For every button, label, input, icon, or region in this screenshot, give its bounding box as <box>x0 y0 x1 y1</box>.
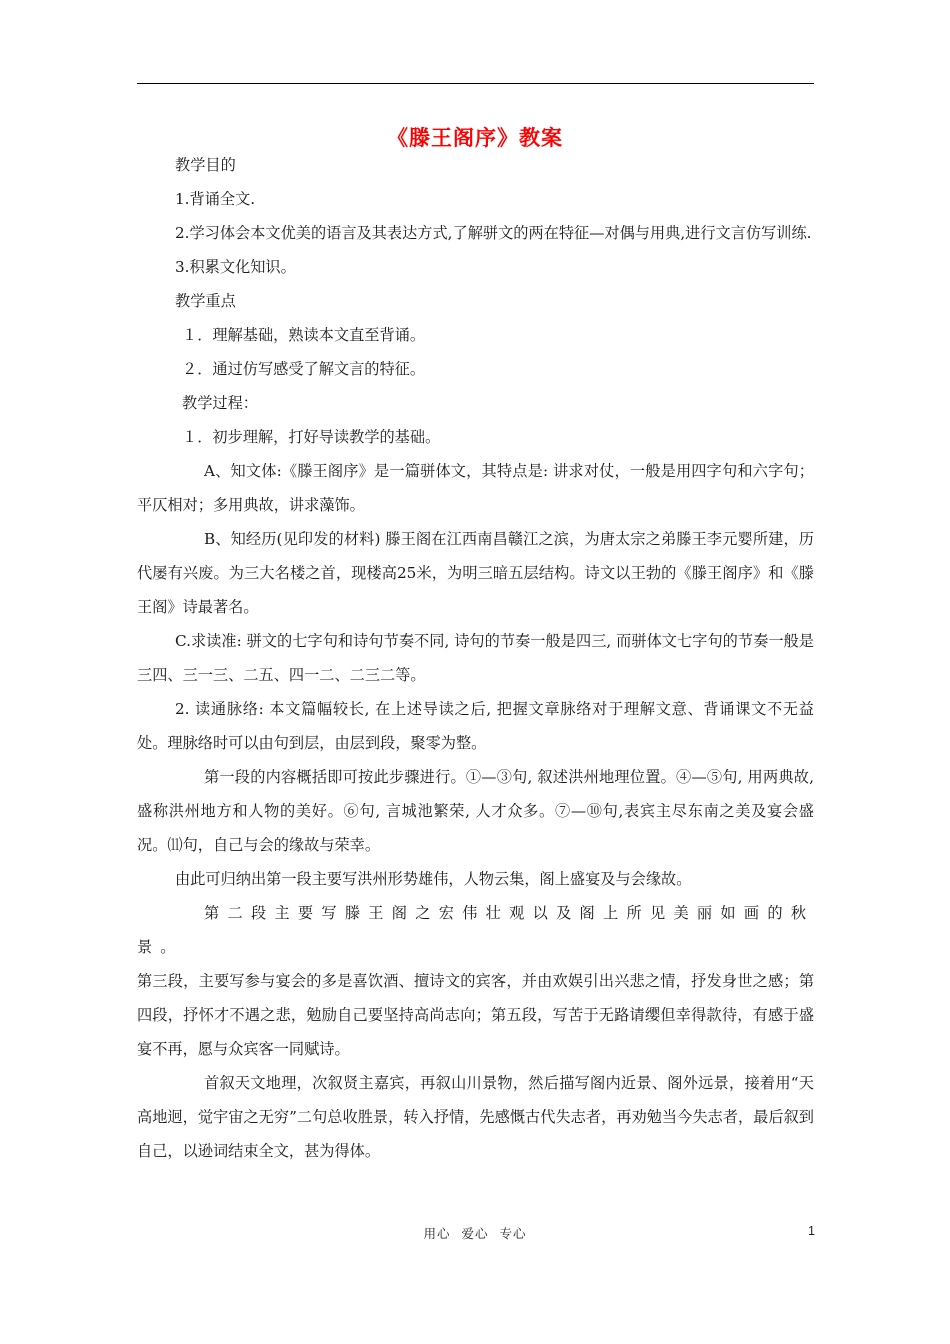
section-heading-key-points: 教学重点 <box>175 292 236 310</box>
key-point-2: ２．通过仿写感受了解文言的特征。 <box>182 360 425 378</box>
objective-1: 1.背诵全文. <box>175 190 256 208</box>
objective-3: 3.积累文化知识。 <box>175 258 296 276</box>
paragraph-first-summary: 由此可归纳出第一段主要写洪州形势雄伟，人物云集，阁上盛宴及与会缘故。 <box>175 870 692 888</box>
paragraph-first-section: 第一段的内容概括即可按此步骤进行。①—③句, 叙述洪州地理位置。④—⑤句, 用两典故, 盛称洪州地方和人物的美好。⑥句, 言城池繁荣, 人才众多。⑦—⑩句,表宾主尽东南之美及宴会盛况。⑾句，自己与会的缘故与荣幸。 <box>137 768 814 854</box>
key-point-1: １．理解基础，熟读本文直至背诵。 <box>182 326 425 344</box>
document-body <box>137 148 814 1168</box>
section-heading-objectives: 教学目的 <box>175 156 236 174</box>
process-step-1: １．初步理解，打好导读教学的基础。 <box>182 428 441 446</box>
objective-2: 2.学习体会本文优美的语言及其表达方式,了解骈文的两在特征—对偶与用典,进行文言仿写训练. <box>175 224 812 242</box>
paragraph-genre: A、知文体:《滕王阁序》是一篇骈体文，其特点是: 讲求对仗，一般是用四字句和六字句；平仄相对；多用典故，讲求藻饰。 <box>137 462 814 514</box>
paragraph-second-section: 第二段主要写滕王阁之宏伟壮观以及阁上所见美丽如画的秋景。 <box>137 904 814 956</box>
page-number: 1 <box>808 1224 815 1238</box>
header-rule <box>137 83 814 84</box>
section-heading-process: 教学过程： <box>182 394 258 412</box>
paragraph-rhythm: C.求读准: 骈文的七字句和诗句节奏不同, 诗句的节奏一般是四三, 而骈体文七字句的节奏一般是三四、三一三、二五、四一二、二三二等。 <box>137 632 814 684</box>
paragraph-structure: 2. 读通脉络: 本文篇幅较长, 在上述导读之后, 把握文章脉络对于理解文意、背诵课文不无益处。理脉络时可以由句到层，由层到段，聚零为整。 <box>137 700 814 752</box>
paragraph-overall: 首叙天文地理，次叙贤主嘉宾，再叙山川景物，然后描写阁内近景、阁外远景，接着用“天高地迥，觉宇宙之无穷”二句总收胜景，转入抒情，先感慨古代失志者，再劝勉当今失志者，最后叙到自己，以逊词结束全文，甚为得体。 <box>137 1074 814 1160</box>
document-title: 《滕王阁序》教案 <box>387 125 563 150</box>
paragraph-history: B、知经历(见印发的材料) 滕王阁在江西南昌赣江之滨，为唐太宗之弟滕王李元婴所建，历代屡有兴废。为三大名楼之首，现楼高25米，为明三暗五层结构。诗文以王勃的《滕王阁序》和《滕王阁》诗最著名。 <box>137 530 814 616</box>
paragraph-third-to-fifth: 第三段，主要写参与宴会的多是喜饮酒、擅诗文的宾客，并由欢娱引出兴悲之情，抒发身世之感；第四段，抒怀才不遇之悲，勉励自己要坚持高尚志向；第五段，写苦于无路请缨但幸得款待，有感于盛宴不再，愿与众宾客一同赋诗。 <box>137 972 814 1058</box>
footer-motto: 用心 爱心 专心 <box>423 1226 527 1241</box>
